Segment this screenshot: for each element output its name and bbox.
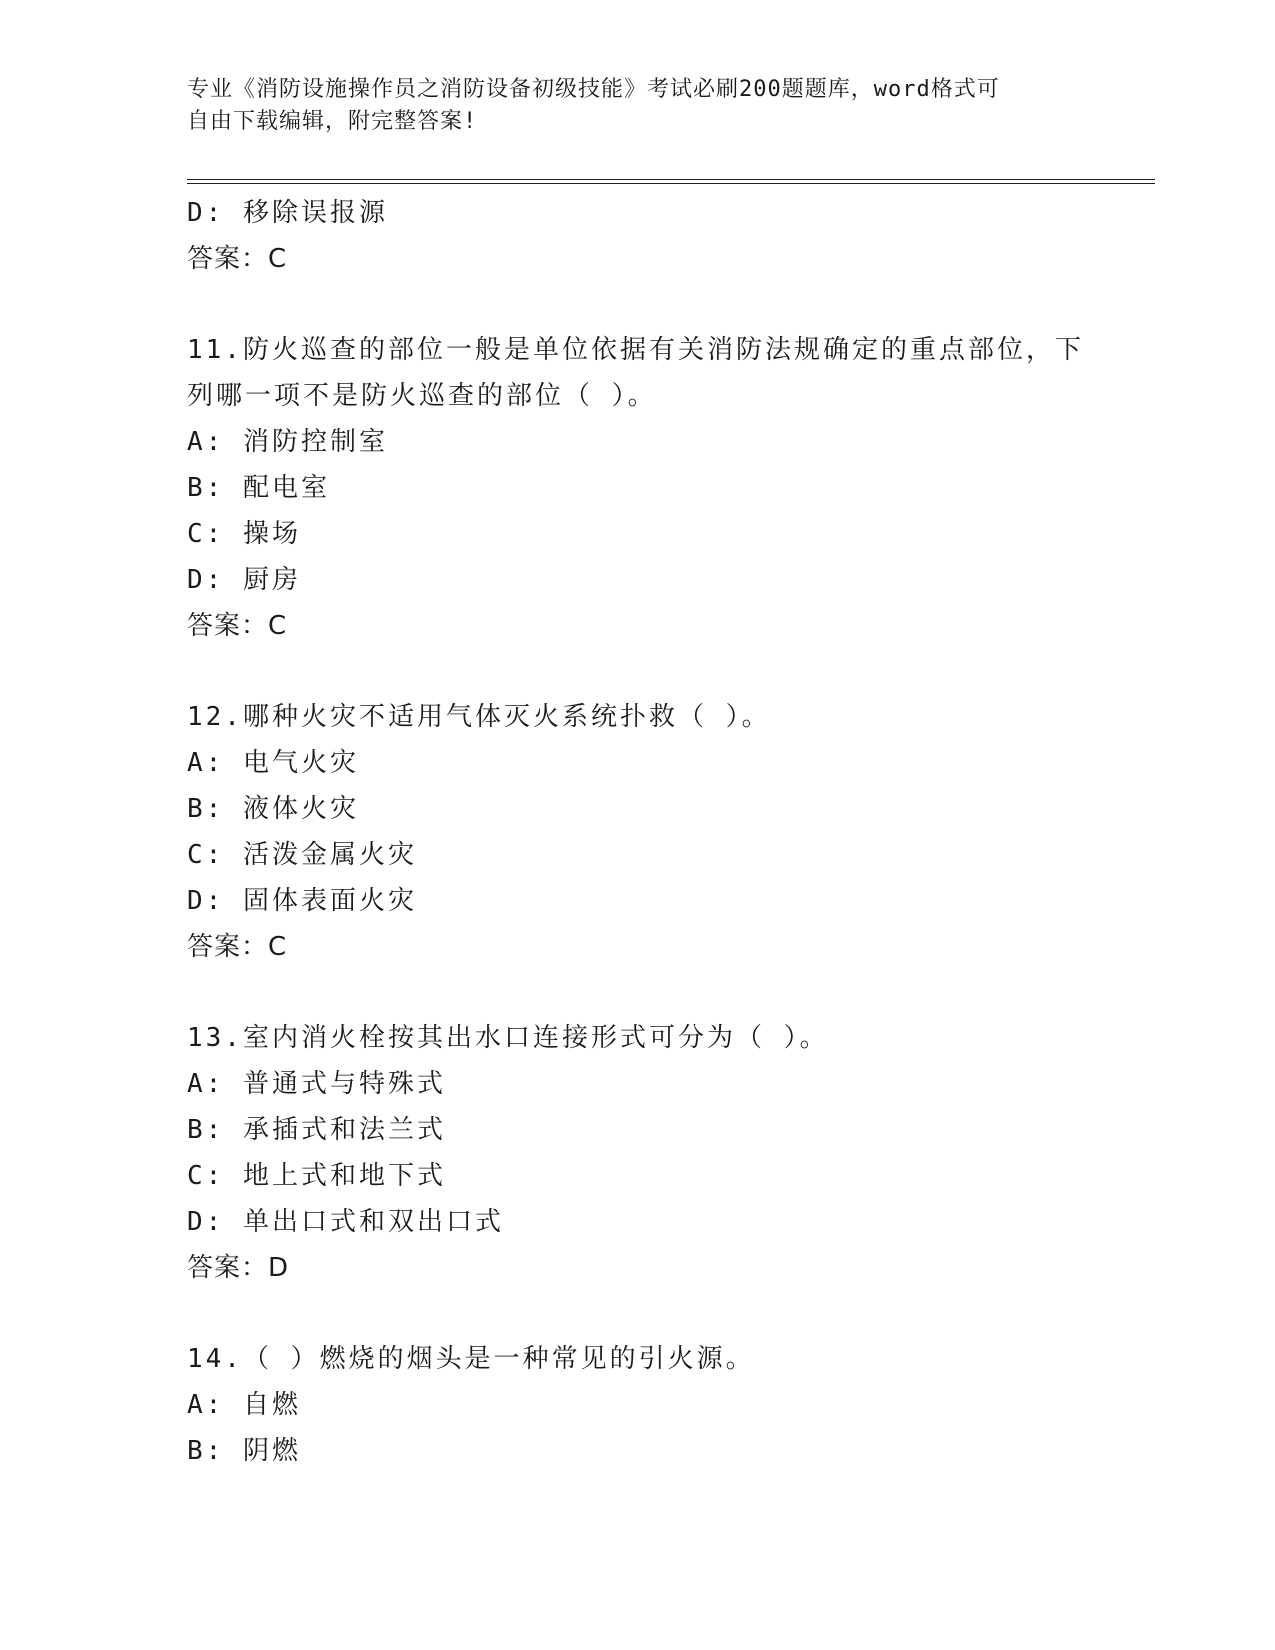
question-stem: 14.（ ）燃烧的烟头是一种常见的引火源。 — [187, 1344, 755, 1374]
previous-question-tail — [187, 190, 1087, 282]
option-c: C: 活泼金属火灾 — [187, 840, 417, 870]
spacer — [187, 1291, 1087, 1336]
answer: 答案：C — [187, 932, 288, 962]
option-c: C: 地上式和地下式 — [187, 1161, 446, 1191]
option-d: D: 单出口式和双出口式 — [187, 1207, 504, 1237]
question-stem: 13.室内消火栓按其出水口连接形式可分为（ ）。 — [187, 1023, 829, 1053]
document-header — [187, 74, 1087, 138]
header-divider-top — [187, 179, 1155, 180]
answer: 答案：D — [187, 1253, 290, 1283]
option-d: D: 厨房 — [187, 565, 301, 595]
option-d: D: 固体表面火灾 — [187, 886, 417, 916]
option-a: A: 自燃 — [187, 1390, 301, 1420]
question-stem-continued: 列哪一项不是防火巡查的部位（ ）。 — [187, 381, 657, 411]
option-b: B: 配电室 — [187, 473, 330, 503]
option-c: C: 操场 — [187, 519, 301, 549]
spacer — [187, 649, 1087, 694]
spacer — [187, 282, 1087, 327]
question-stem: 12.哪种火灾不适用气体灭火系统扑救（ ）。 — [187, 702, 771, 732]
answer: 答案：C — [187, 244, 288, 274]
question-11 — [187, 327, 1087, 649]
option-b: B: 阴燃 — [187, 1436, 301, 1466]
option-d: D: 移除误报源 — [187, 198, 388, 228]
question-stem: 11.防火巡查的部位一般是单位依据有关消防法规确定的重点部位，下 — [187, 335, 1084, 365]
spacer — [187, 970, 1087, 1015]
option-b: B: 液体火灾 — [187, 794, 359, 824]
question-14 — [187, 1336, 1087, 1474]
header-line-1: 专业《消防设施操作员之消防设备初级技能》考试必刷200题题库，word格式可 — [187, 77, 1000, 102]
question-13 — [187, 1015, 1087, 1291]
question-12 — [187, 694, 1087, 970]
header-divider-bottom — [187, 183, 1155, 184]
option-a: A: 电气火灾 — [187, 748, 359, 778]
header-line-2: 自由下载编辑，附完整答案! — [187, 109, 478, 134]
option-a: A: 普通式与特殊式 — [187, 1069, 446, 1099]
option-a: A: 消防控制室 — [187, 427, 388, 457]
question-list — [187, 190, 1087, 1474]
answer: 答案：C — [187, 611, 288, 641]
option-b: B: 承插式和法兰式 — [187, 1115, 446, 1145]
